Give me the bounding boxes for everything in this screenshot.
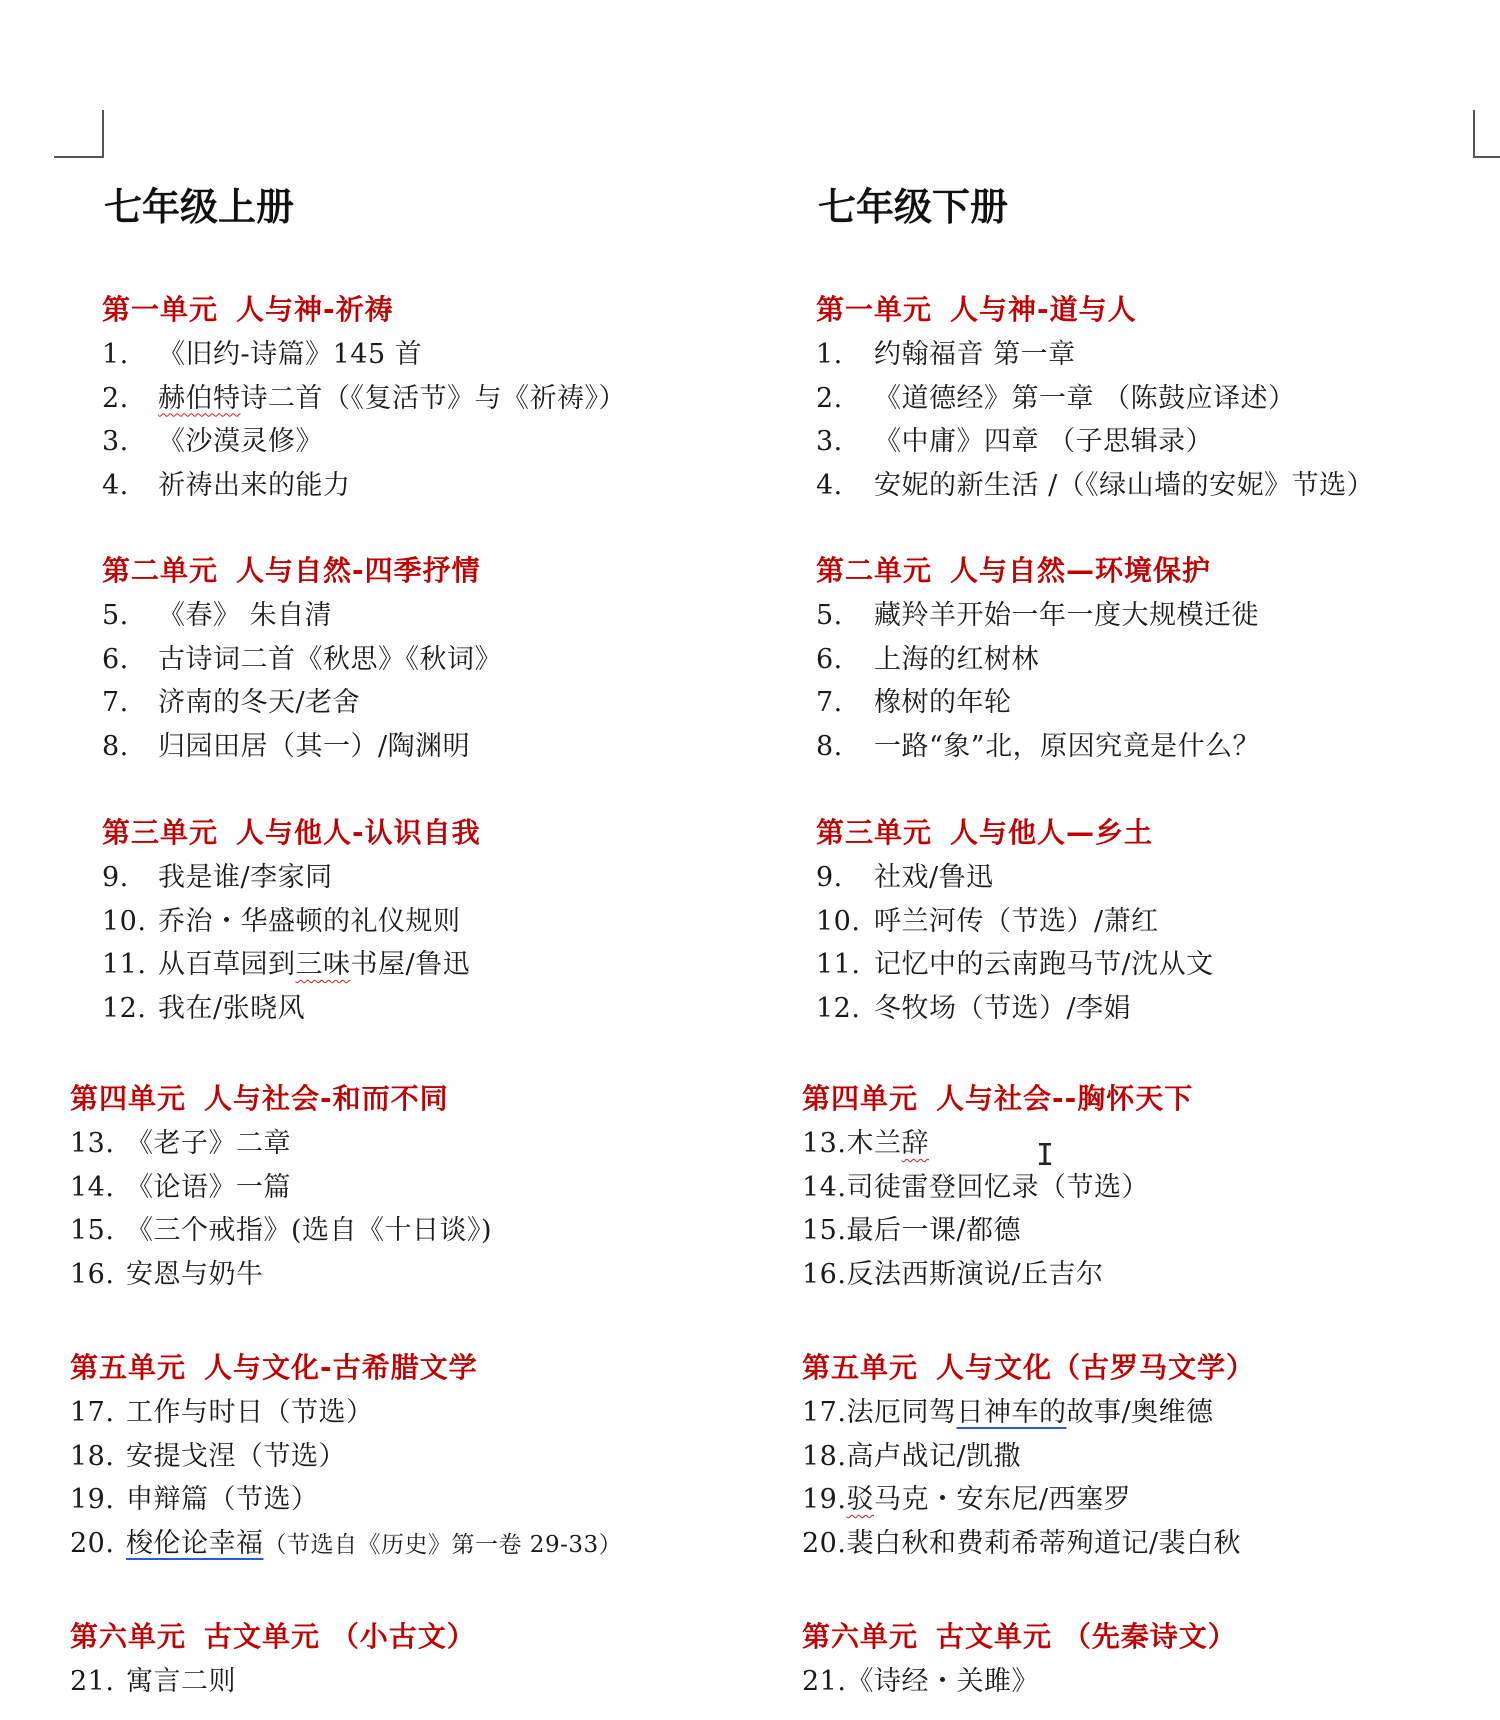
list-item: 7. 济南的冬天/老舍: [102, 687, 361, 718]
unit-4-right: [802, 1076, 1193, 1296]
unit-2-left: [102, 548, 502, 768]
unit-heading: 第五单元 人与文化（古罗马文学）: [802, 1351, 1256, 1384]
unit-heading: 第二单元 人与自然-四季抒情: [102, 554, 481, 587]
unit-heading: 第二单元 人与自然—环境保护: [816, 554, 1212, 587]
list-item: 15.最后一课/都德: [802, 1215, 1022, 1246]
unit-heading: 第五单元 人与文化-古希腊文学: [70, 1351, 478, 1384]
list-item: 10. 呼兰河传（节选）/萧红: [816, 905, 1159, 937]
list-item: 18.高卢战记/凯撒: [802, 1440, 1022, 1472]
list-item: 1. 《旧约-诗篇》145 首: [102, 339, 423, 370]
unit-heading: 第三单元 人与他人-认识自我: [102, 816, 481, 849]
list-item: 2. 赫伯特诗二首（《复活节》与《祈祷》）: [102, 382, 626, 414]
text-cursor-icon: I: [1036, 1138, 1055, 1173]
list-item: 17. 工作与时日（节选）: [70, 1397, 374, 1428]
list-item: 2. 《道德经》第一章 （陈鼓应译述）: [816, 382, 1296, 414]
list-item: 5. 《春》 朱自清: [102, 600, 333, 631]
list-item: 16.反法西斯演说/丘吉尔: [802, 1258, 1104, 1290]
unit-3-right: [816, 810, 1214, 1030]
unit-heading: 第六单元 古文单元 （小古文）: [70, 1620, 476, 1653]
unit-1-left: [102, 287, 626, 507]
unit-6-right: [802, 1614, 1237, 1704]
unit-6-left: [70, 1614, 476, 1704]
spellcheck-underline: 赫伯特: [158, 382, 241, 414]
list-item: 12. 冬牧场（节选）/李娟: [816, 992, 1132, 1024]
grade-title-left: 七年级上册: [104, 185, 295, 229]
list-item: 9. 我是谁/李家同: [102, 862, 333, 893]
unit-heading: 第一单元 人与神-道与人: [816, 293, 1137, 326]
list-item: 20. 梭伦论幸福（节选自《历史》第一卷 29-33）: [70, 1527, 623, 1559]
unit-4-left: [70, 1076, 492, 1296]
spellcheck-underline: 驳: [846, 1484, 874, 1515]
list-item: 5. 藏羚羊开始一年一度大规模迁徙: [816, 600, 1259, 631]
list-item: 6. 上海的红树林: [816, 643, 1039, 675]
unit-heading: 第三单元 人与他人—乡土: [816, 816, 1154, 849]
list-item: 21. 寓言二则: [70, 1666, 236, 1697]
list-item: 8. 一路“象”北，原因究竟是什么？: [816, 730, 1261, 762]
spellcheck-underline: 辞: [901, 1128, 929, 1159]
list-item: 16. 安恩与奶牛: [70, 1258, 264, 1290]
list-item: 19. 申辩篇（节选）: [70, 1484, 319, 1515]
list-item: 4. 安妮的新生活 /（《绿山墙的安妮》节选）: [816, 469, 1375, 501]
unit-3-left: [102, 810, 481, 1030]
list-item: 18. 安提戈涅（节选）: [70, 1440, 346, 1472]
list-item: 13.木兰辞: [802, 1128, 929, 1159]
unit-heading: 第一单元 人与神-祈祷: [102, 293, 394, 326]
list-item: 4. 祈祷出来的能力: [102, 469, 351, 501]
list-item: 3. 《沙漠灵修》: [102, 426, 323, 457]
list-item: 8. 归园田居（其一）/陶渊明: [102, 730, 471, 762]
spellcheck-underline: 三味: [295, 949, 351, 980]
list-item: 12. 我在/张晓风: [102, 992, 306, 1024]
list-item: 14.司徒雷登回忆录（节选）: [802, 1171, 1149, 1203]
list-item: 10. 乔治・华盛顿的礼仪规则: [102, 905, 461, 937]
list-item: 13. 《老子》二章: [70, 1128, 291, 1159]
unit-2-right: [816, 548, 1260, 768]
list-item: 1. 约翰福音 第一章: [816, 339, 1076, 370]
list-item: 6. 古诗词二首《秋思》《秋词》: [102, 643, 502, 675]
grammar-underline: 梭伦论幸福: [126, 1527, 264, 1559]
grammar-underline: 日神车的: [956, 1397, 1067, 1428]
crop-mark-top-left: [54, 110, 104, 158]
unit-heading: 第六单元 古文单元 （先秦诗文）: [802, 1620, 1237, 1653]
unit-heading: 第四单元 人与社会-和而不同: [70, 1082, 449, 1115]
list-item: 20.裴白秋和费莉希蒂殉道记/裴白秋: [802, 1527, 1242, 1559]
grade-title-right: 七年级下册: [818, 185, 1009, 229]
list-item: 7. 橡树的年轮: [816, 687, 1012, 718]
list-item: 11. 从百草园到三味书屋/鲁迅: [102, 949, 471, 980]
list-item: 21.《诗经・关雎》: [802, 1666, 1039, 1697]
list-item: 15. 《三个戒指》(选自《十日谈》): [70, 1215, 493, 1246]
list-item: 3. 《中庸》四章 （子思辑录）: [816, 426, 1214, 457]
list-item: 11. 记忆中的云南跑马节/沈从文: [816, 949, 1214, 980]
list-item: 14. 《论语》一篇: [70, 1171, 291, 1203]
unit-heading: 第四单元 人与社会--胸怀天下: [802, 1082, 1194, 1115]
crop-mark-top-right: [1473, 110, 1500, 158]
unit-5-right: [802, 1345, 1255, 1565]
list-item: 19.驳马克・安东尼/西塞罗: [802, 1484, 1132, 1515]
unit-1-right: [816, 287, 1374, 507]
list-item: 17.法厄同驾日神车的故事/奥维德: [802, 1397, 1214, 1428]
list-item: 9. 社戏/鲁迅: [816, 862, 994, 893]
unit-5-left: [70, 1345, 622, 1565]
